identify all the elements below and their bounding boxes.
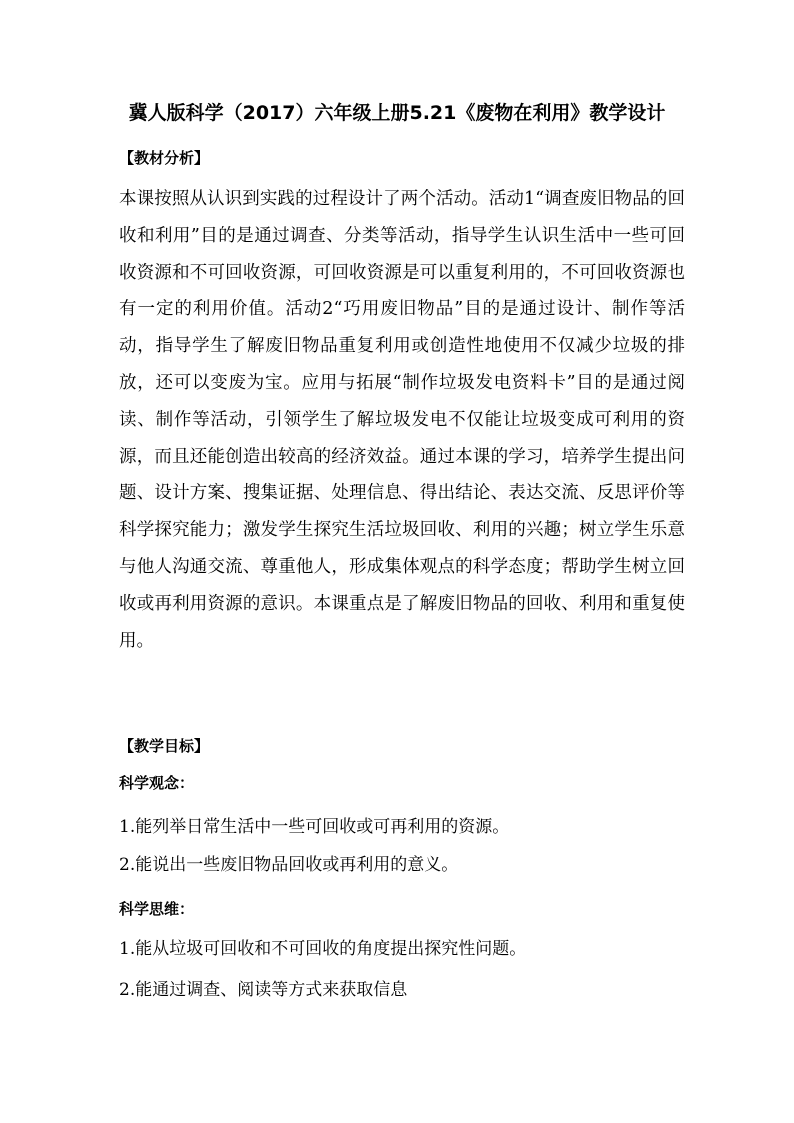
list-item: 1.能从垃圾可回收和不可回收的角度提出探究性问题。 [119, 939, 527, 959]
list-item: 1.能列举日常生活中一些可回收或可再利用的资源。 [119, 817, 510, 837]
document-title: 冀人版科学（2017）六年级上册5.21《废物在利用》教学设计 [128, 102, 666, 124]
subheading-scientific-concepts: 科学观念： [119, 774, 195, 792]
list-item: 2.能说出一些废旧物品回收或再利用的意义。 [119, 855, 459, 875]
subheading-scientific-thinking: 科学思维： [119, 900, 195, 918]
material-analysis-paragraph: 本课按照从认识到实践的过程设计了两个活动。活动1“调查废旧物品的回收和利用”目的是通过调查、分类等活动，指导学生认识生活中一些可回收资源和不可回收资源，可回收资源是可以重复利用的，不可回收资源也有一定的利用价值。活动2“巧用废旧物品”目的是通过设计、制作等活动，指导学生了解废旧物品重复利用或创造性地使用不仅减少垃圾的排放，还可以变废为宝。应用与拓展“制作垃圾发电资料卡”目的是通过阅读、制作等活动，引领学生了解垃圾发电不仅能让垃圾变成可利用的资源，而且还能创造出较高的经济效益。通过本课的学习，培养学生提出问题、设计方案、搜集证据、处理信息、得出结论、表达交流、反思评价等科学探究能力；激发学生探究生活垃圾回收、利用的兴趣；树立学生乐意与他人沟通交流、尊重他人，形成集体观点的科学态度；帮助学生树立回收或再利用资源的意识。本课重点是了解废旧物品的回收、利用和重复使用。 [119, 189, 685, 651]
section-heading-teaching-goals: 【教学目标】 [119, 737, 210, 755]
section-heading-material-analysis: 【教材分析】 [119, 149, 210, 167]
list-item: 2.能通过调查、阅读等方式来获取信息 [119, 980, 408, 1000]
